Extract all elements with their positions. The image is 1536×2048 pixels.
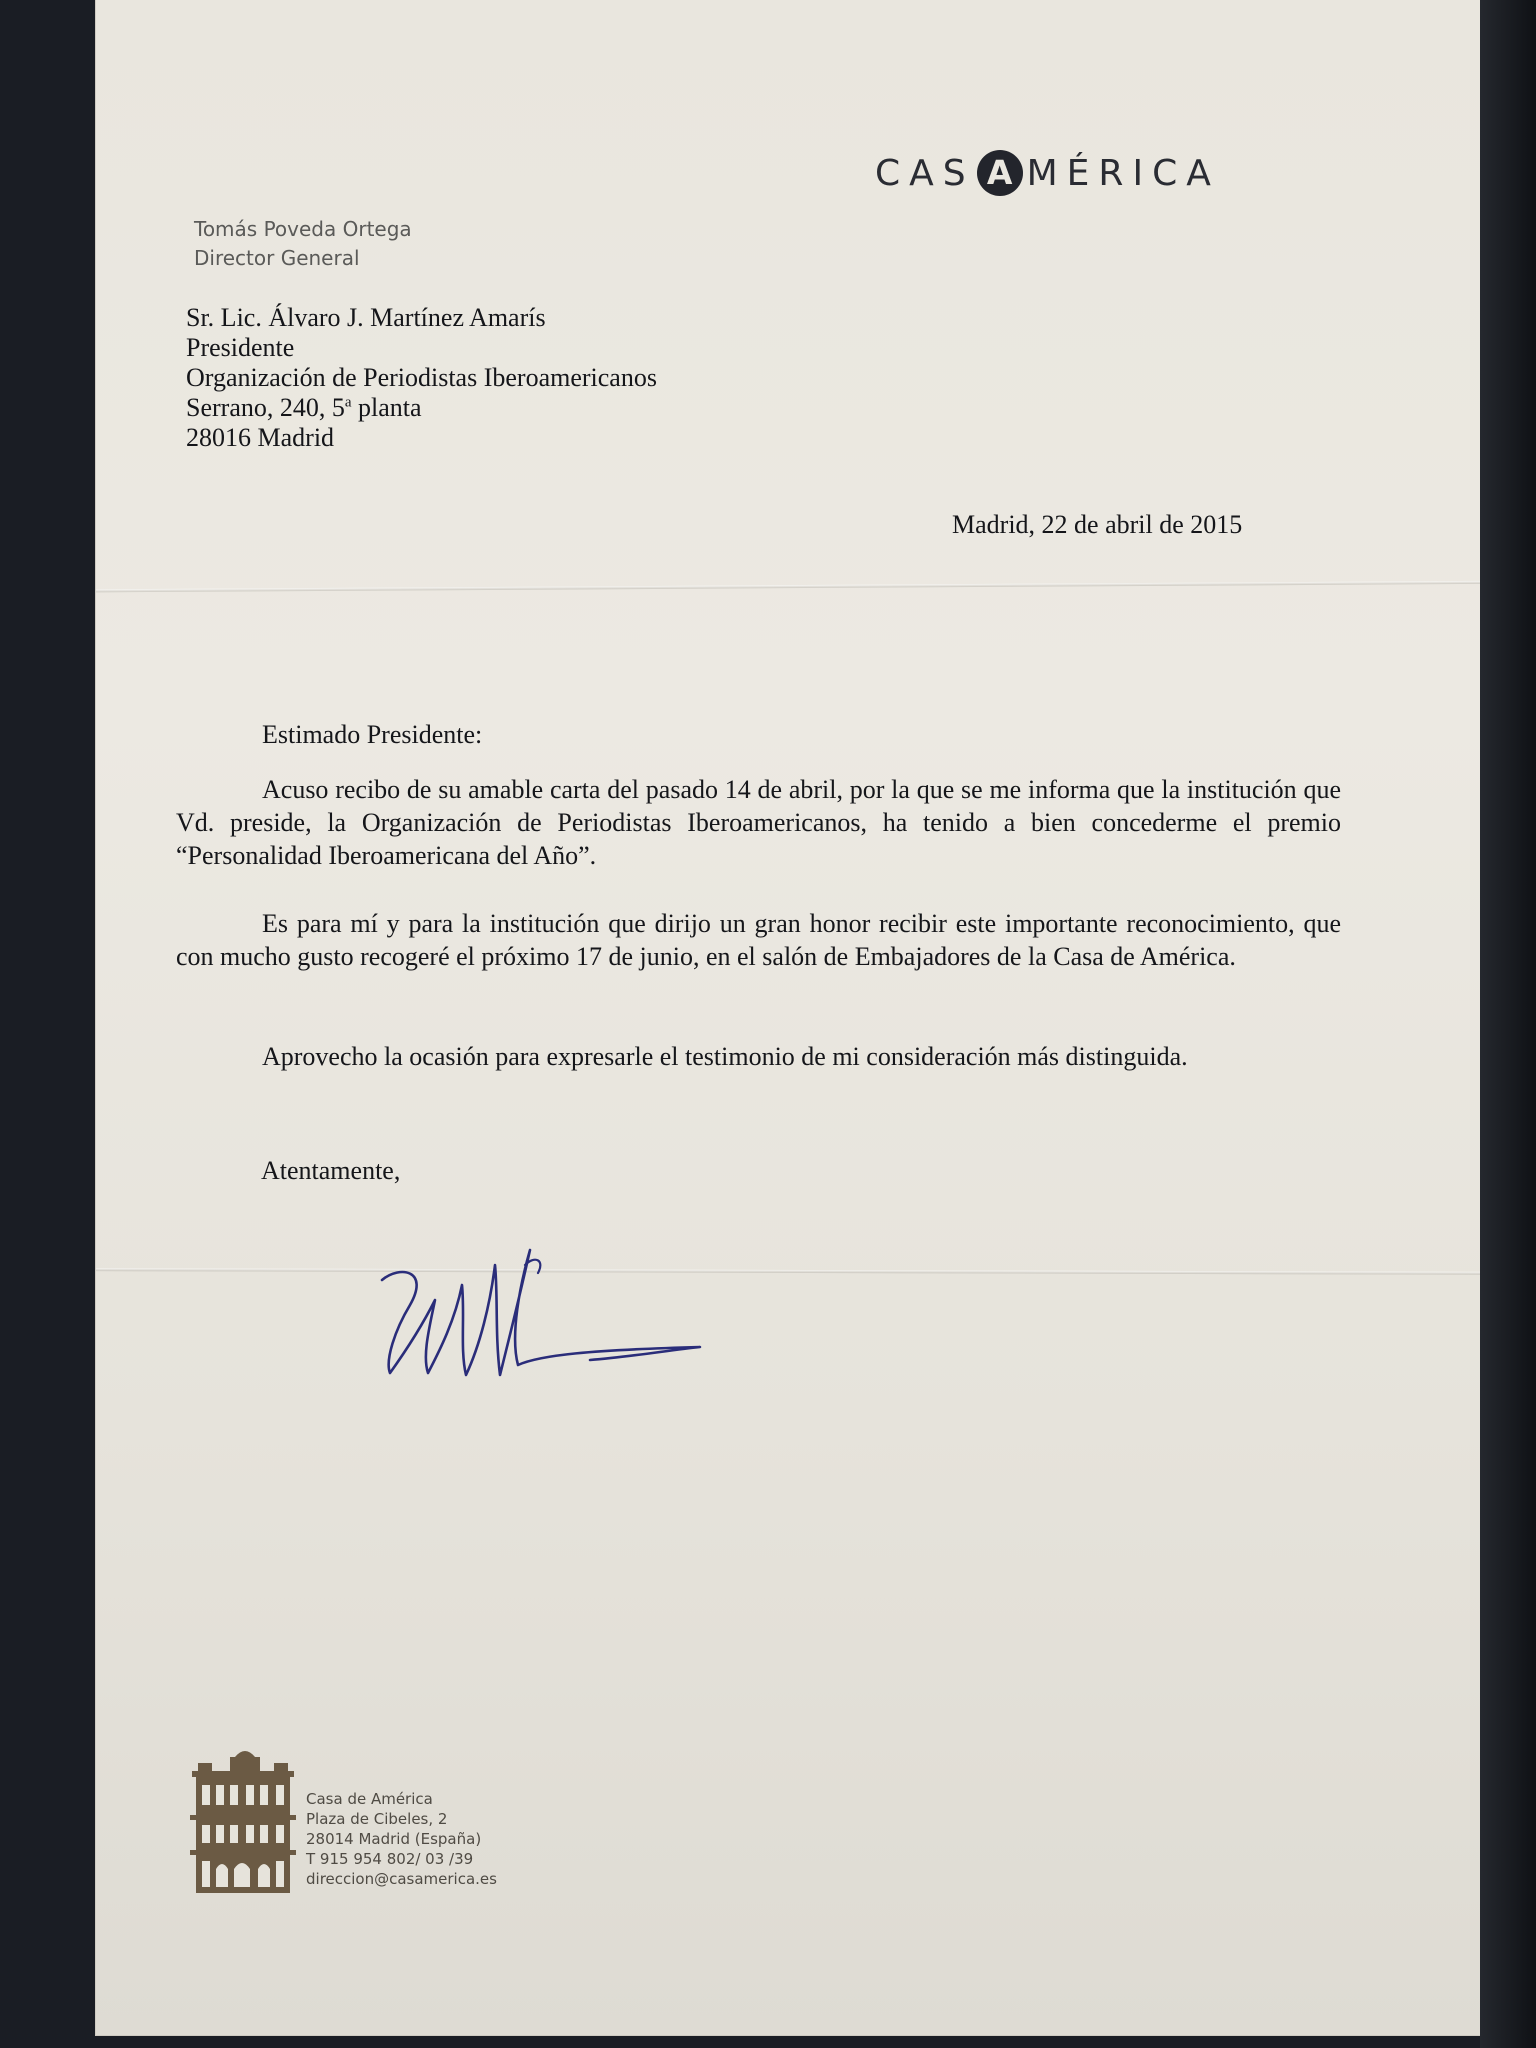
salutation: Estimado Presidente: xyxy=(262,720,483,749)
footer-email: direccion@casamerica.es xyxy=(306,1870,497,1888)
handwritten-signature xyxy=(370,1225,710,1395)
logo-circle-letter: A xyxy=(977,150,1023,196)
closing: Atentamente, xyxy=(261,1156,401,1185)
sender-name: Tomás Poveda Ortega xyxy=(194,217,412,241)
casa-america-logo-icon xyxy=(875,150,1220,196)
footer-phone: T 915 954 802/ 03 /39 xyxy=(306,1850,474,1868)
paragraph-1: Acuso recibo de su amable carta del pasado 14 de abril, por la que se me informa que la institución que Vd. preside, la Organización de Periodistas Iberoamericanos, ha tenido a bien concederme el premio “Personalidad Iberoamericana del Año”. xyxy=(176,775,1341,870)
letter-date: Madrid, 22 de abril de 2015 xyxy=(952,510,1243,539)
logo-text-right: MÉRICA xyxy=(1026,152,1220,194)
background-edge xyxy=(1480,0,1536,2048)
logo-text-left: CAS xyxy=(875,152,975,194)
recipient-address xyxy=(186,303,657,453)
recipient-organization: Organización de Periodistas Iberoamericanos xyxy=(186,363,657,392)
paragraph-2: Es para mí y para la institución que dirijo un gran honor recibir este importante reconocimiento, que con mucho gusto recogeré el próximo 17 de junio, en el salón de Embajadores de la Casa de América. xyxy=(176,909,1341,971)
sender-block xyxy=(194,215,412,273)
paper-fold-upper xyxy=(96,581,1526,593)
recipient-street-sup: a xyxy=(344,394,352,411)
footer-address xyxy=(306,1789,497,1889)
footer-street: Plaza de Cibeles, 2 xyxy=(306,1810,448,1828)
paragraph-3: Aprovecho la ocasión para expresarle el testimonio de mi consideración más distinguida. xyxy=(262,1042,1188,1071)
recipient-city: 28016 Madrid xyxy=(186,423,335,452)
recipient-title: Presidente xyxy=(186,333,295,362)
recipient-street-end: planta xyxy=(351,393,422,422)
recipient-street-main: Serrano, 240, 5 xyxy=(186,393,345,422)
paper-fold-lower xyxy=(96,1268,1526,1275)
recipient-name: Sr. Lic. Álvaro J. Martínez Amarís xyxy=(186,303,546,332)
recipient-street xyxy=(186,393,657,423)
casa-america-building-icon xyxy=(190,1745,296,1893)
sender-title: Director General xyxy=(194,246,360,270)
footer-city: 28014 Madrid (España) xyxy=(306,1830,482,1848)
footer-org: Casa de América xyxy=(306,1790,433,1808)
